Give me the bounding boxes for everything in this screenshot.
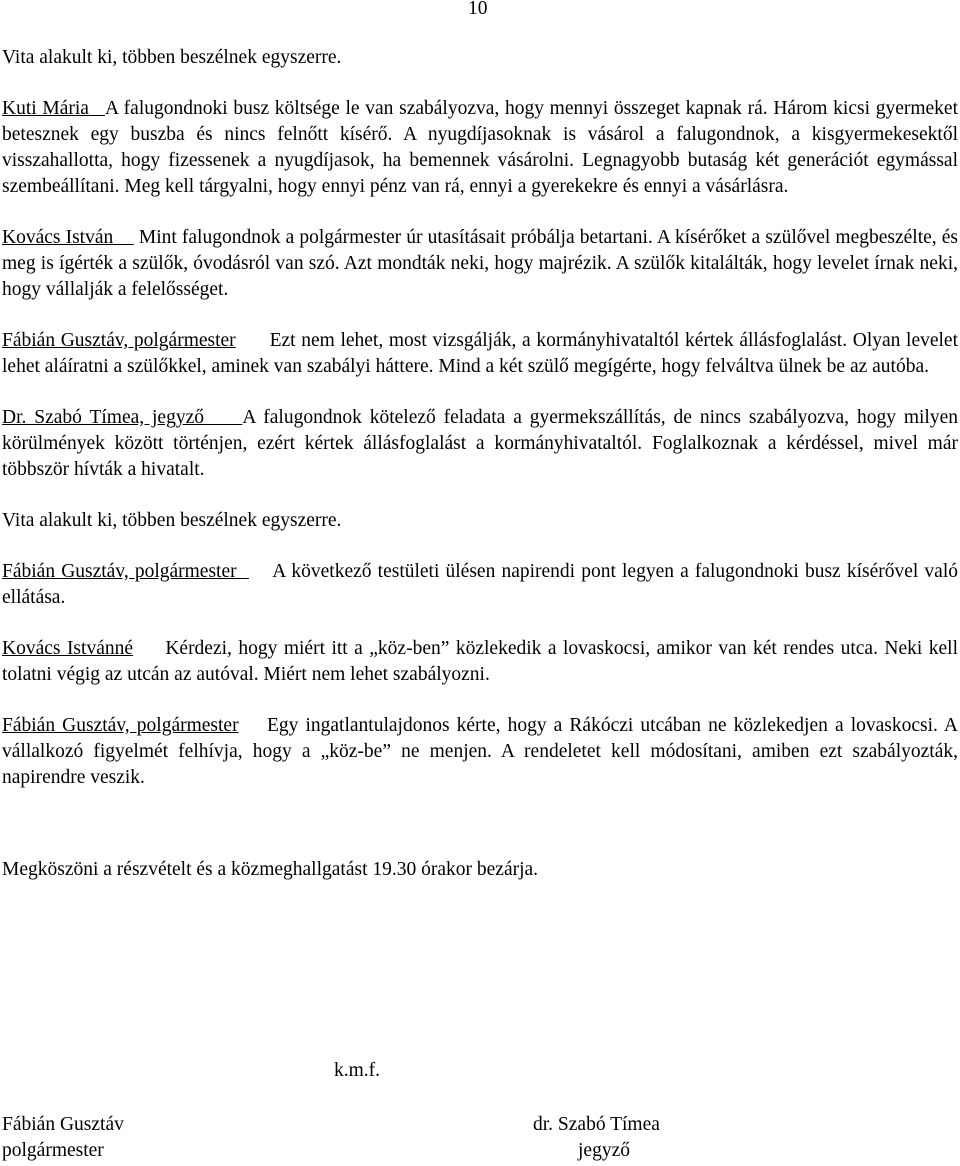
paragraph-text: Vita alakult ki, többen beszélnek egyszerre. [2, 510, 342, 531]
speaker-name: Dr. Szabó Tímea, jegyző [2, 407, 204, 428]
signature-right [533, 1112, 660, 1164]
paragraph-text: A következő testületi ülésen napirendi pont legyen a falugondnoki busz kísérővel való ellátása. [2, 561, 959, 608]
paragraph-kovacs-istvan [2, 225, 958, 303]
kmf-mark: k.m.f. [334, 1060, 381, 1081]
speaker-name: Kovács Istvánné [2, 638, 134, 659]
signatory-title: jegyző [578, 1140, 630, 1161]
speaker-name: Fábián Gusztáv, polgármester [2, 561, 237, 582]
paragraph-text: Ezt nem lehet, most vizsgálják, a kormányhivataltól kértek állásfoglalást. Olyan levelet lehet aláíratni a szülőkkel, aminek van szabályi háttere. Mind a két szülő megígérte, hogy felváltva ülnek be az autóba. [2, 330, 959, 377]
speaker-name: Kovács István [2, 227, 114, 248]
paragraph-text: Kérdezi, hogy miért itt a „köz-ben” közlekedik a lovaskocsi, amikor van két rendes utca. Neki kell tolatni végig az utcán az autóval. Miért nem lehet szabályozni. [2, 638, 959, 685]
paragraph-kovacs-istvanne [2, 636, 958, 688]
speaker-name: Fábián Gusztáv, polgármester [2, 330, 236, 351]
signature-left [2, 1112, 124, 1164]
signatory-name: Fábián Gusztáv [2, 1114, 124, 1135]
paragraph-szabo-timea [2, 405, 958, 483]
signatory-title: polgármester [2, 1140, 104, 1161]
paragraph-text: Mint falugondnok a polgármester úr utasításait próbálja betartani. A kísérőket a szülővel megbeszélte, és meg is ígérték a szülők, óvodásról van szó. Azt mondták neki, hogy majrézik. A szülők kitalálták, hogy levelet írnak neki, hogy vállalják a felelősséget. [2, 227, 959, 300]
speaker-name: Kuti Mária [2, 98, 89, 119]
paragraph-fabian-3 [2, 713, 958, 791]
paragraph-text: Megköszöni a részvételt és a közmeghallgatást 19.30 órakor bezárja. [2, 859, 539, 880]
page-number: 10 [468, 0, 488, 19]
paragraph-debate-note-2 [2, 508, 958, 534]
paragraph-text: A falugondnok kötelező feladata a gyermekszállítás, de nincs szabályozva, hogy milyen körülmények között történjen, ezért kértek állásfoglalást a kormányhivataltól. Foglalkoznak a kérdéssel, mivel már többször hívták a hivatalt. [2, 407, 958, 480]
signatory-name: dr. Szabó Tímea [533, 1114, 660, 1135]
paragraph-kuti-maria [2, 96, 958, 200]
paragraph-fabian-1 [2, 328, 958, 380]
paragraph-text: Egy ingatlantulajdonos kérte, hogy a Rákóczi utcában ne közlekedjen a lovaskocsi. A vállalkozó figyelmét felhívja, hogy a „köz-be” ne menjen. A rendeletet kell módosítani, amiben ezt szabályozták, napirendre veszik. [2, 715, 959, 788]
paragraph-fabian-2 [2, 559, 958, 611]
speaker-name: Fábián Gusztáv, polgármester [2, 715, 239, 736]
paragraph-debate-note-1 [2, 45, 958, 71]
closing-statement [2, 857, 958, 883]
paragraph-text: A falugondnoki busz költsége le van szabályozva, hogy mennyi összeget kapnak rá. Három kicsi gyermeket betesznek egy buszba és nincs felnőtt kísérő. A nyugdíjasoknak is vásárol a falugondnok, a kisgyermekesektől visszahallotta, hogy fizessenek a nyugdíjasok, ha bemennek vásárolni. Legnagyobb butaság két generációt egymással szembeállítani. Meg kell tárgyalni, hogy ennyi pénz van rá, ennyi a gyerekekre és ennyi a vásárlásra. [2, 98, 958, 197]
paragraph-text: Vita alakult ki, többen beszélnek egyszerre. [2, 47, 342, 68]
minutes-body [2, 45, 958, 908]
